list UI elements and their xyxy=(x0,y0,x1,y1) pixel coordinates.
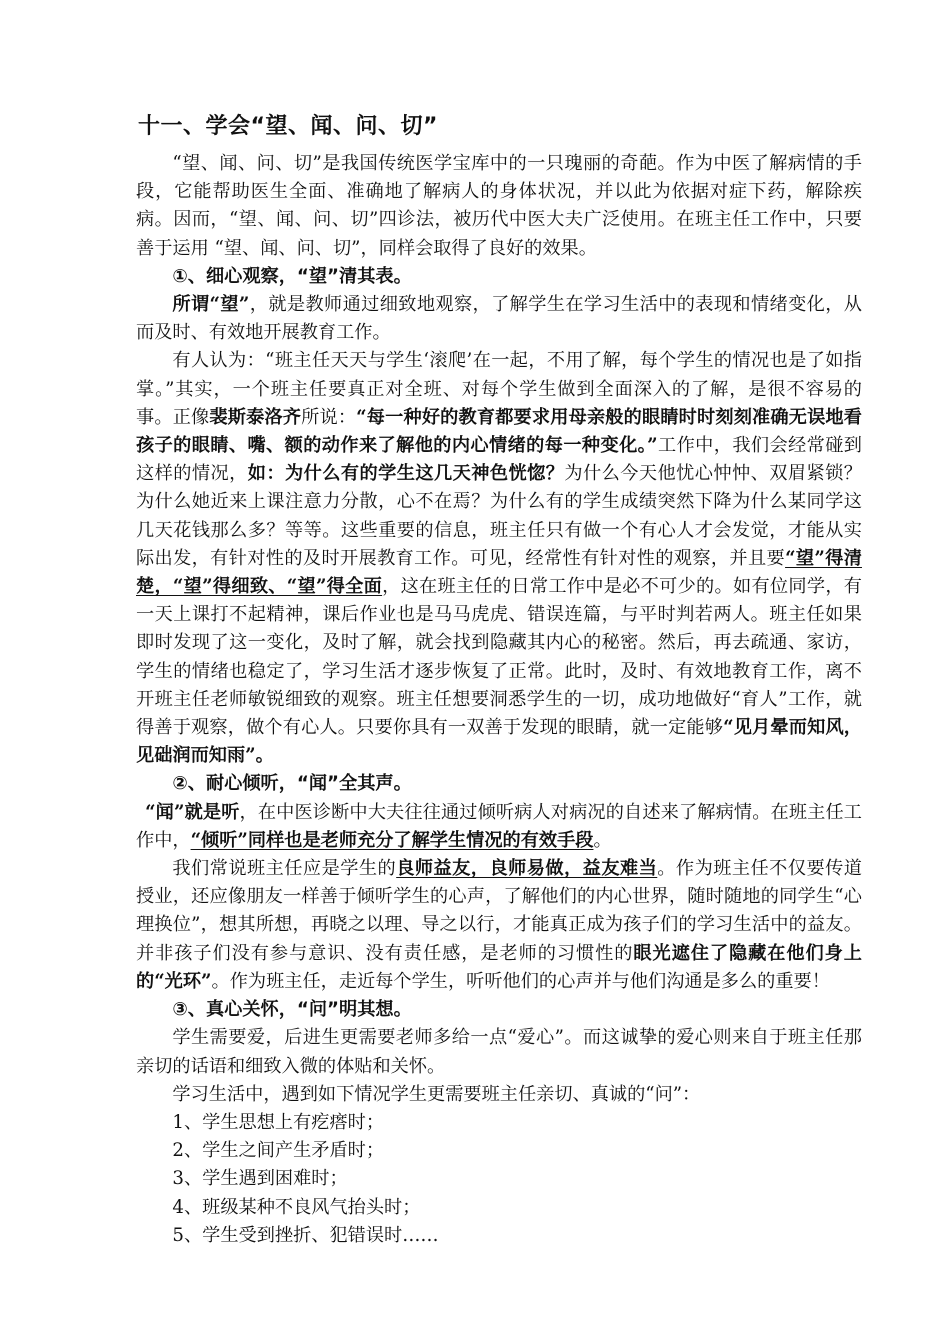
observe-paragraph-1 xyxy=(136,291,862,347)
body-text: 我们常说班主任应是学生的 xyxy=(172,858,397,880)
body-text: 。作为班主任不仅要传道授业，还应像朋友一样善于倾听学生的心声，了解他们的内心世界，随时随地的同学生“心理换位”，想其所想，再晓之以理、导之以行，才能真正成为孩子们的学习生活中的益友。并非孩子们没有参与意识、没有责任感，是老师的习惯性的 xyxy=(136,858,862,964)
body-text: 有人认为：“班主任天天与学生‘滚爬’在一起，不用了解，每个学生的情况也是了如指掌。”其实，一个班主任要真正对全班、对每个学生做到全面深入的了解，是很不容易的事。正像 xyxy=(136,350,862,428)
list-item: 1、学生思想上有疙瘩时； xyxy=(172,1111,385,1133)
body-text: 。 xyxy=(593,829,612,851)
body-text: ，在中医诊断中大夫往往通过倾听病人对病况的自述来了解病情。在班主任工作中， xyxy=(136,801,862,851)
ask-paragraph-2: 学习生活中，遇到如下情况学生更需要班主任亲切、真诚的“问”： xyxy=(172,1083,701,1105)
bold-quote: “每一种好的教育都要求用母亲般的眼睛时时刻刻准确无误地看孩子的眼睛、嘴、额的动作来了解他的内心情绪的每一种变化。” xyxy=(136,406,862,457)
heading-observe: ①、细心观察，“望”清其表。 xyxy=(172,265,412,287)
body-text: ，这在班主任的日常工作中是必不可少的。如有位同学，有一天上课打不起精神，课后作业也是马马虎虎、错误连篇，与平时判若两人。班主任如果即时发现了这一变化，及时了解，就会找到隐藏其内心的秘密。然后，再去疏通、家访，学生的情绪也稳定了，学习生活才逐步恢复了正常。此时，及时、有效地教育工作，离不开班主任老师敏锐细致的观察。班主任想要洞悉学生的一切，成功地做好“育人”工作，就得善于观察，做个有心人。只要你具有一双善于发现的眼睛，就一定能够 xyxy=(136,576,862,739)
section-title: 十一、学会“望、闻、问、切” xyxy=(138,114,438,139)
underlined-text: “望”得清楚，“望”得细致、“望”得全面 xyxy=(136,547,862,598)
observe-paragraph-2 xyxy=(136,347,862,770)
bold-question: 如：为什么有的学生这几天神色恍惚？ xyxy=(247,463,565,485)
underlined-text: “倾听”同样也是老师充分了解学生情况的有效手段 xyxy=(190,829,594,851)
document-page xyxy=(136,110,862,1250)
intro-paragraph: “望、闻、问、切”是我国传统医学宝库中的一只瑰丽的奇葩。作为中医了解病情的手段，它能帮助医生全面、准确地了解病人的身体状况，并以此为依据对症下药，解除疾病。因而，“望、闻、问、切”四诊法，被历代中医大夫广泛使用。在班主任工作中，只要善于运用 “望、闻、问、切”，同样会取得了良好的效果。 xyxy=(136,153,862,259)
body-text: 工作中，我们会经常碰到这样的情况， xyxy=(136,435,862,485)
listen-paragraph-1 xyxy=(136,799,862,855)
list-item: 5、学生受到挫折、犯错误时…… xyxy=(172,1224,439,1246)
bold-text: 眼光遮住了隐藏在他们身上的“光环” xyxy=(136,942,862,992)
bold-text: 所谓“望” xyxy=(172,294,250,316)
underlined-text: 良师益友，良师易做，益友难当 xyxy=(396,858,658,880)
list-item: 3、学生遇到困难时； xyxy=(172,1168,348,1190)
body-text: 。作为班主任，走近每个学生，听听他们的心声并与他们沟通是多么的重要！ xyxy=(211,970,830,992)
ask-paragraph-1: 学生需要爱，后进生更需要老师多给一点“爱心”。而这诚挚的爱心则来自于班主任那亲切的话语和细致入微的体贴和关怀。 xyxy=(136,1027,862,1077)
listen-paragraph-2 xyxy=(136,855,862,996)
heading-ask: ③、真心关怀，“问”明其想。 xyxy=(172,999,412,1021)
bold-text: “闻”就是听 xyxy=(145,801,240,823)
bold-proverb: “见月晕而知风，见础润而知雨”。 xyxy=(136,717,862,767)
list-item: 4、班级某种不良风气抬头时； xyxy=(172,1196,421,1218)
author-name: 裴斯泰洛齐 xyxy=(209,406,302,428)
body-text: 所说： xyxy=(301,406,357,428)
list-item: 2、学生之间产生矛盾时； xyxy=(172,1140,385,1162)
body-text: ，就是教师通过细致地观察，了解学生在学习生活中的表现和情绪变化，从而及时、有效地开展教育工作。 xyxy=(136,294,862,344)
heading-listen: ②、耐心倾听，“闻”全其声。 xyxy=(172,773,412,795)
body-text: 为什么今天他忧心忡忡、双眉紧锁？为什么她近来上课注意力分散，心不在焉？为什么有的学生成绩突然下降为什么某同学这几天花钱那么多？等等。这些重要的信息，班主任只有做一个有心人才会发觉，才能从实际出发，有针对性的及时开展教育工作。可见，经常性有针对性的观察，并且要 xyxy=(136,463,862,569)
